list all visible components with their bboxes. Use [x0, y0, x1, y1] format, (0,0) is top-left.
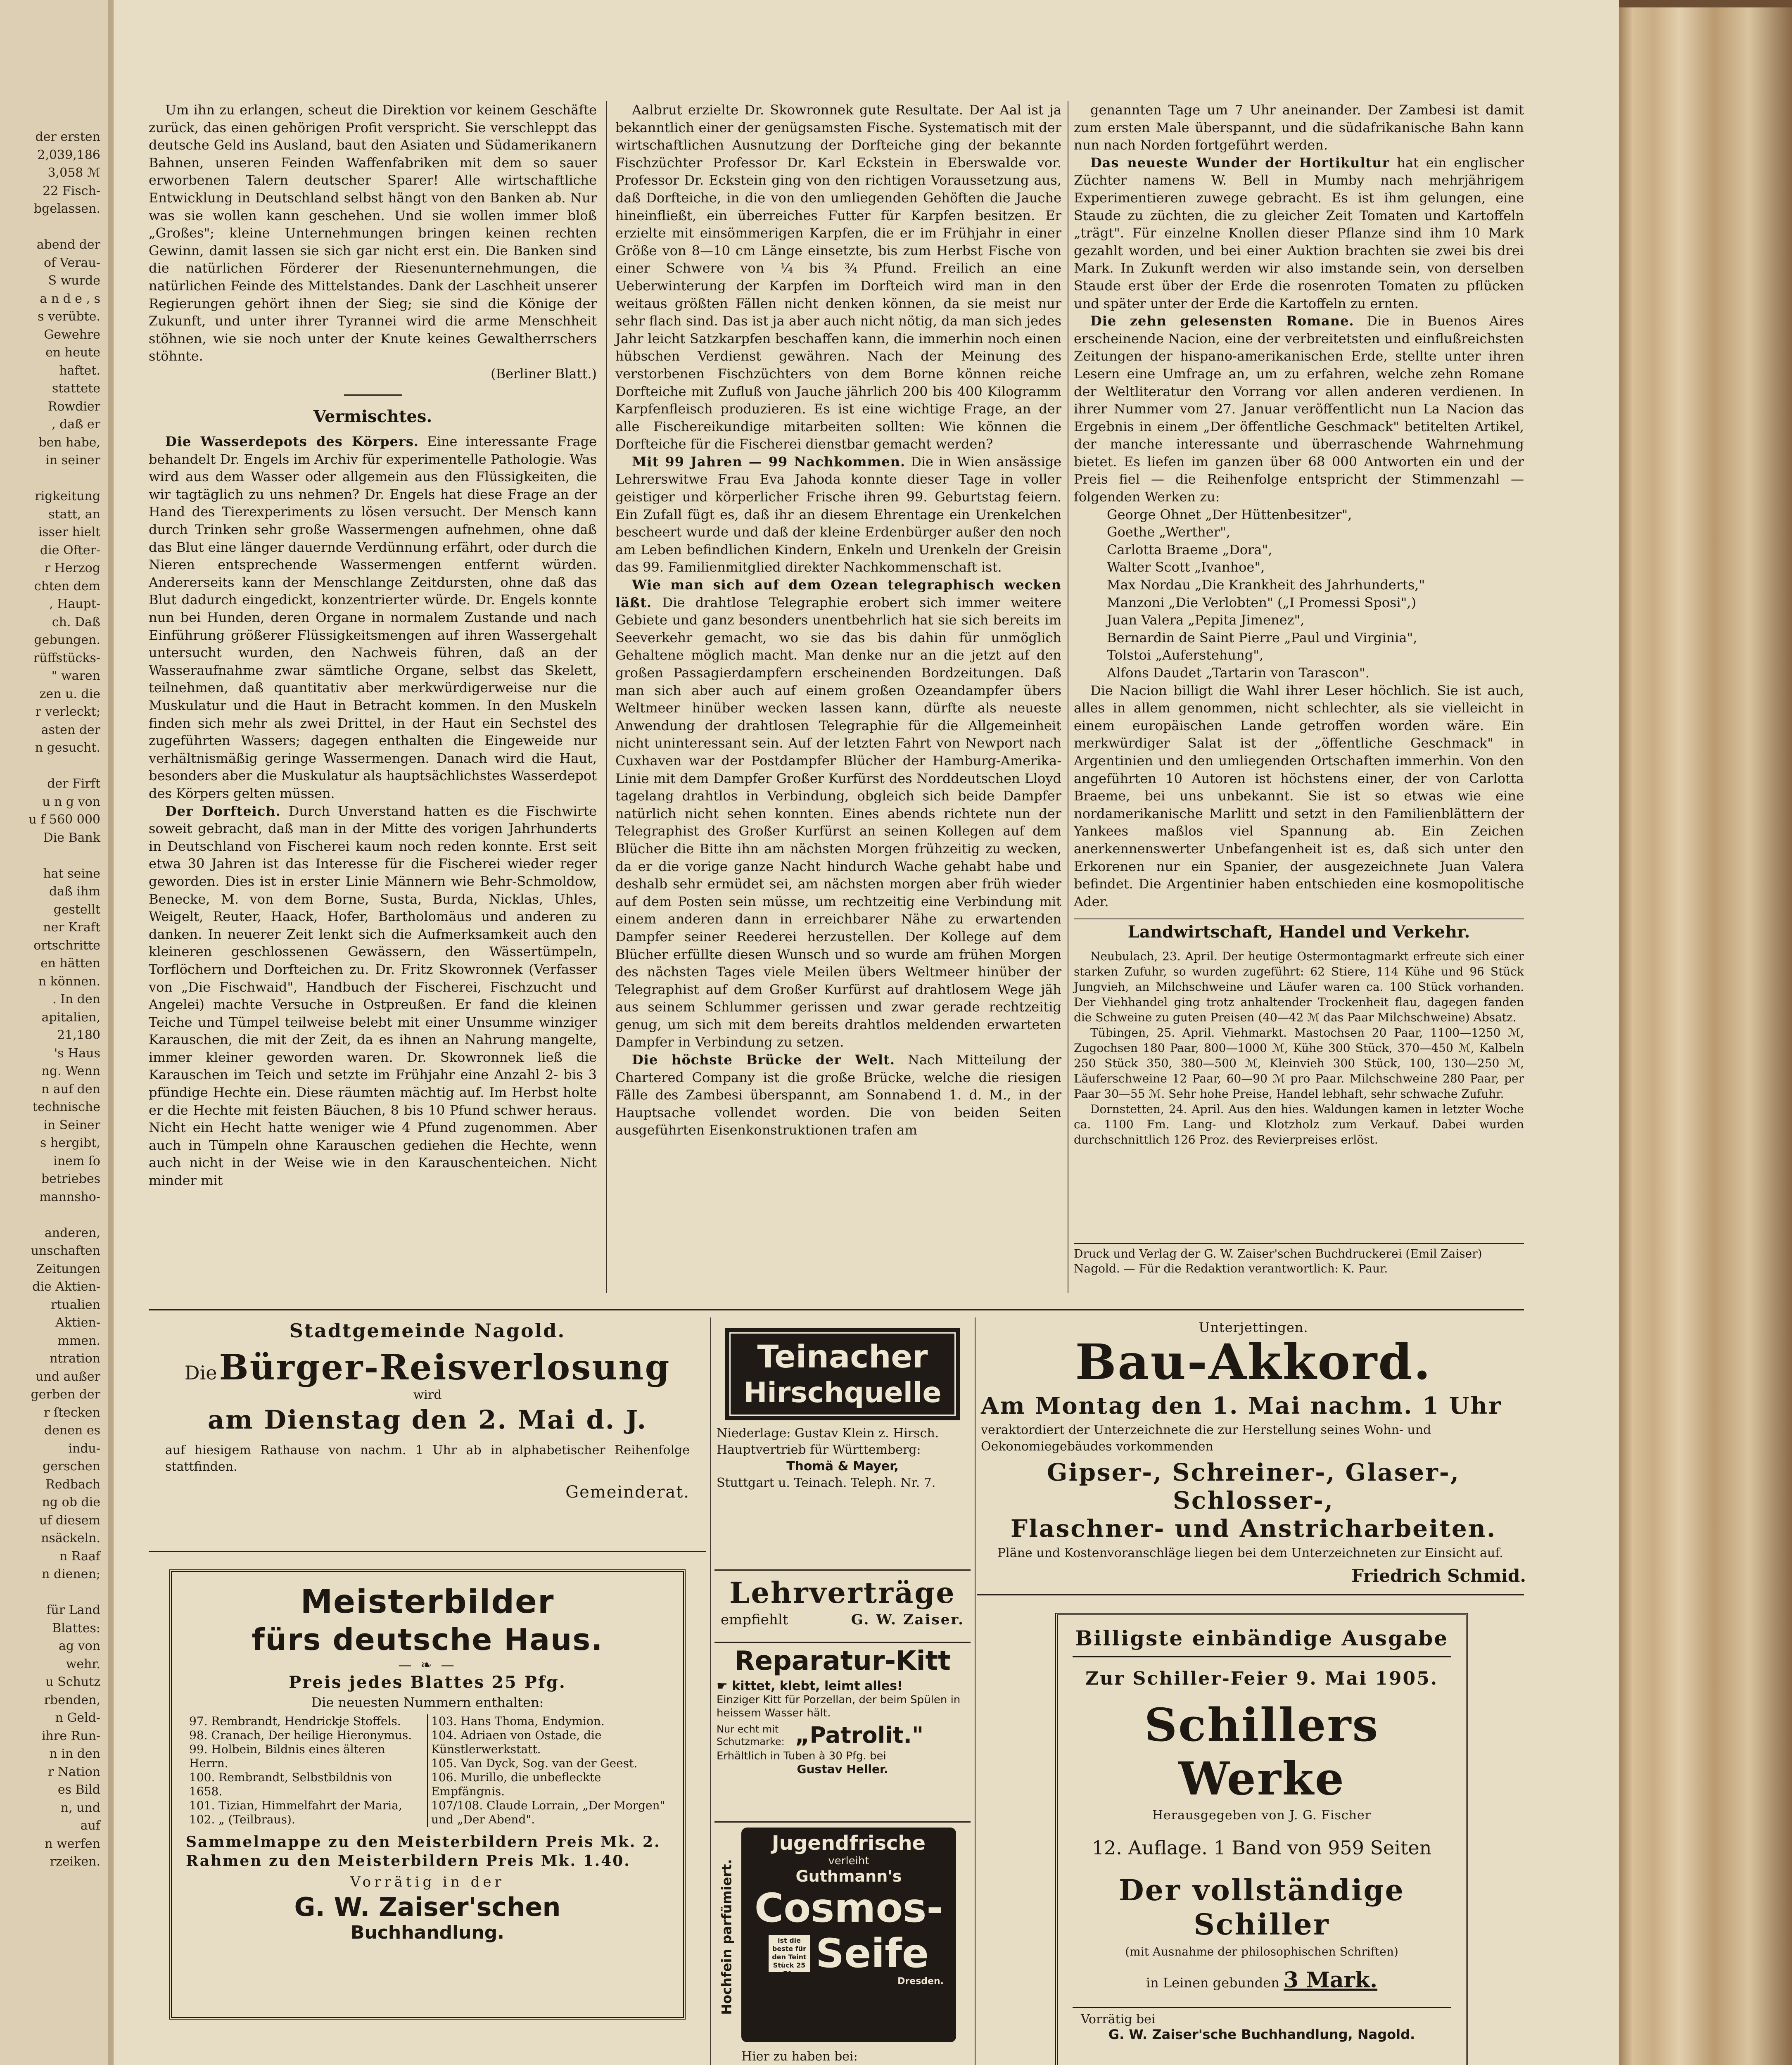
list-item: 98. Cranach, Der heilige Hieronymus.	[189, 1728, 412, 1742]
ad-text: Gipser-, Schreiner-, Glaser-, Schlosser-,	[1047, 1458, 1460, 1514]
market-report: Neubulach, 23. April. Der heutige Ostermontagmarkt erfreute sich einer starken Zufuhr, so wurden zugeführt: 62 Stiere, 114 Kühe und 96 Stück Jungvieh, an Milchschweine und Läufer waren ca. 100 Stück vorhanden. Der Viehhandel ging trotz anhaltender Trockenheit flau, dagegen fanden die Schweine zu guten Preisen (40—42 ℳ das Paar Milchschweine) Absatz.	[1074, 949, 1524, 1024]
article-heading: Die höchste Brücke der Welt.	[632, 1052, 895, 1068]
ad-price: 3 Mark.	[1284, 1968, 1378, 1993]
teinacher-logo	[725, 1328, 960, 1420]
book-page-edges	[1619, 0, 1792, 2065]
ad-signature: Friedrich Schmid.	[1351, 1566, 1526, 1586]
ad-text: Sammelmappe zu den Meisterbildern Preis Mk. 2.	[186, 1833, 661, 1851]
ad-text: Vorrätig in der	[350, 1874, 505, 1890]
ad-text: Einziger Kitt für Porzellan, der beim Spülen in heissem Wasser hält.	[717, 1694, 961, 1719]
article-text: Nach Mitteilung der Chartered Company ist die große Brücke, welche die riesigen Fälle des Zambesi überspannt, am Sonnabend 1. d. M., in der Hauptsache vollendet worden. Die von beiden Seiten ausgeführten Eisenkonstruktionen trafen am	[615, 1052, 1062, 1138]
article-heading: Der Dorfteich.	[165, 803, 281, 819]
ad-schillers-werke	[1055, 1613, 1468, 2065]
ad-firm: G. W. Zaiser.	[851, 1612, 964, 1628]
divider	[344, 394, 402, 396]
ad-text: Niederlage: Gustav Klein z. Hirsch.	[717, 1426, 939, 1441]
column-rule	[710, 1317, 711, 2065]
divider	[714, 1821, 971, 1823]
ad-title: Reparatur-Kitt	[734, 1646, 951, 1676]
list-item: Max Nordau „Die Krankheit des Jahrhunderts,"	[1107, 577, 1425, 593]
article-text: Die in Buenos Aires erscheinende Nacion, eine der verbreitetsten und einflußreichsten Zeitungen der hispano-amerikanischen Erde, stellte unter ihren Lesern eine Umfrage an, um zu erfahren, welche zehn Romane der Weltliteratur den Vorrang vor allen anderen verdienen. In ihrer Nummer vom 27. Januar veröffentlicht nun La Nacion das Ergebnis in einem „Der öffentliche Geschmack" betitelten Artikel, der manche interessante und überraschende Wahrnehmung bietet. Es liefen im ganzen über 68 000 Antworten ein und der Preis fiel — die Reihenfolge entspricht der Stimmenzahl — folgenden Werken zu:	[1074, 313, 1524, 505]
pointing-hand-icon: ☛	[717, 1679, 732, 1693]
ad-text: kittet, klebt, leimt alles!	[732, 1679, 903, 1693]
ad-firm: G. W. Zaiser'schen	[294, 1892, 561, 1922]
article-ozean	[615, 576, 1061, 1051]
article-text: Aalbrut erzielte Dr. Skowronnek gute Resultate. Der Aal ist ja bekanntlich einer der genügsamsten Fische. Systematisch mit der wirtschaftlichen Ausnutzung der Dorfteiche ging der bekannte Fischzüchter Professor Dr. Karl Eckstein in Eberswalde vor. Professor Dr. Eckstein ging von den richtigen Voraussetzung aus, daß Dorfteiche, in die von den umliegenden Gehöften die Jauche hineinfließt, ein überreiches Futter für Karpfen besitzen. Er erzielte mit einsömmerigen Karpfen, die er im Frühjahr in einer Größe von 8—10 cm Länge einsetzte, bis zum Herbst Fische von einer Schwere von ¼ bis ¾ Pfund. Freilich an eine Ueberwinterung der Karpfen im Dorfteich wird man in den weitaus größten Fällen nicht denken können, da sie meist nur sehr flach sind. Das ist ja aber auch nicht nötig, da man sich jedes Jahr leicht Satzkarpfen beschaffen kann, die immerhin noch einen hübschen Verdienst gewähren. Nach der Meinung des verstorbenen Fischzüchters von dem Borne können reiche Dorfteiche mit Zufluß von Jauche jährlich 200 bis 400 Kilogramm Karpfenfleisch produzieren. Es ist eine wichtige Frage, an der alle Fischereikundige mitarbeiten sollten: Wie können die Dorfteiche für die Fischerei dienstbar gemacht werden?	[615, 102, 1061, 452]
ad-text: Thomä & Mayer,	[786, 1459, 899, 1474]
column-3	[1074, 101, 1524, 1147]
market-report: Tübingen, 25. April. Viehmarkt. Mastochsen 20 Paar, 1100—1250 ℳ, Zugochsen 180 Paar, 800—1000 ℳ, Kühe 300 Stück, 370—450 ℳ, Kalbeln 250 Stück 350, 380—500 ℳ, Kleinvieh 300 Stück, 100, 130—250 ℳ, Läuferschweine 12 Paar, 60—90 ℳ pro Paar. Milchschweine 280 Paar, per Paar 30—55 ℳ. Sehr hohe Preise, Handel lebhaft, sehr schwache Zufuhr.	[1074, 1025, 1524, 1101]
column-rule	[606, 101, 607, 1293]
article-source: (Berliner Blatt.)	[491, 366, 597, 382]
article-wasserdepots	[149, 433, 597, 802]
ad-text: Hier zu haben bei:	[741, 2049, 858, 2064]
list-item: Tolstoi „Auferstehung",	[1107, 647, 1264, 663]
article-heading: Mit 99 Jahren — 99 Nachkommen.	[632, 453, 906, 470]
ad-text: Herausgegeben von J. G. Fischer	[1152, 1808, 1372, 1823]
ads-divider	[149, 1309, 1524, 1310]
list-item: Manzoni „Die Verlobten" („I Promessi Sposi",)	[1107, 594, 1417, 610]
article-hortikultur	[1074, 154, 1524, 312]
left-margin-text: der ersten 2,039,186 3,058 ℳ 22 Fisch- bgelassen. abend der of Verau- S wurde a n d e , s s verübte. Gewehre en heute haftet. stattete Rowdier , daß er ben habe, in seiner rigkeitung statt, an isser hielt die Ofter- r Herzog chten dem , Haupt- ch. Daß gebungen. rüffstücks- " waren zen u. die r verleckt; asten der n gesucht. der Firft u n g von u f 560 000 Die Bank hat seine daß ihm gestellt ner Kraft ortschritte en hätten n können. . In den apitalien, 21,180 's Haus ng. Wenn n auf den technische in Seiner s hergibt, inem ſo betriebes mannsho- anderen, unschaften Zeitungen die Aktien- rtualien Aktien- mmen. ntration und außer gerben der r ſtecken denen es indu- gerschen Redbach ng ob die uf diesem nsäckeln. n Raaf n dienen; für Land Blattes: ag von wehr. u Schutz rbenden, n Geld- ihre Run- n in den r Nation es Bild n, und auf n werfen rzeiken.	[28, 130, 100, 1869]
list-item: Walter Scott „Ivanhoe",	[1107, 559, 1265, 575]
ad-text: (mit Ausnahme der philosophischen Schriften)	[1125, 1945, 1398, 1958]
list-item: 107/108. Claude Lorrain, „Der Morgen" und „Der Abend".	[431, 1799, 665, 1826]
column-1	[149, 101, 597, 1189]
article-text: Eine interessante Frage behandelt Dr. Engels im Archiv für experimentelle Pathologie. Was wird aus dem Wasser oder allgemein aus den Flüssigkeiten, die wir tagtäglich zu uns nehmen? Dr. Engels hat diese Frage an der Hand des Tierexperiments zu lösen versucht. Der Mensch kann durch Trinken sehr große Wassermengen aufnehmen, ohne daß das Blut eine länger dauernde Verdünnung erfährt, oder durch die Nieren entsprechende Wassermengen entfernt würden. Andererseits kann der Menschlange Zeitdursten, ohne daß das Blut dadurch eingedickt, konzentrierter würde. Dr. Engels konnte nun bei Hunden, deren Organe in normalem Zustande und nach Einführung größerer Flüssigkeitsmengen auf ihren Wassergehalt untersucht wurden, den Nachweis führen, daß an der Wasseraufnahme zwar sämtliche Organe, selbst das Skelett, teilnehmen, daß quantitativ aber merkwürdigerweise nur die Muskulatur und die Haut in Betracht kommen. In den Muskeln finden sich mehr als zwei Drittel, in der Haut ein Sechstel des zugeführten Wassers; dagegen enthalten die Eingeweide nur verhältnismäßig geringe Wassermengen. Danach wird die Haut, besonders aber die Muskulatur als hauptsächlichstes Wasserdepot des Körpers gelten müssen.	[149, 434, 597, 801]
divider	[149, 1551, 706, 1552]
picture-list	[186, 1714, 669, 1827]
ad-title: Lehrverträge	[729, 1576, 956, 1610]
article-romane	[1074, 312, 1524, 506]
ad-text: in Leinen gebunden	[1146, 1975, 1279, 1991]
list-item: 99. Holbein, Bildnis eines älteren Herrn.	[189, 1742, 385, 1770]
ad-text: Vorrätig bei	[1081, 2012, 1156, 2027]
article-text: hat ein englischer Züchter namens W. Bell in Mumby nach mehrjährigem Experimentieren zuwege gebracht. Es ist ihm gelungen, eine Staude zu züchten, die zu gleicher Zeit Tomaten und Kartoffeln „trägt". Für einzelne Knollen dieser Pflanze sind ihm 10 Mark gezahlt worden, und bei einer Auktion brachten sie zwei bis drei Mark. In Zukunft werden wir also imstande sein, von derselben Staude erst über der Erde die rosenroten Tomaten zu pflücken und später unter der Erde die Kartoffeln zu ernten.	[1074, 154, 1524, 311]
ad-date: Am Montag den 1. Mai nachm. 1 Uhr	[981, 1392, 1502, 1419]
article-99-jahre	[615, 453, 1061, 576]
logo-text: Seife	[815, 1930, 929, 1977]
section-title: Vermischtes.	[313, 406, 432, 426]
divider	[714, 1569, 971, 1571]
logo-text: verleiht	[828, 1855, 869, 1867]
article-heading: Die Wasserdepots des Körpers.	[165, 434, 419, 450]
ad-text: wird	[413, 1388, 442, 1402]
article-text: Um ihn zu erlangen, scheut die Direktion vor keinem Geschäfte zurück, das einen gehörigen Profit verspricht. Sie verschleppt das deutsche Geld ins Ausland, baut den Asiaten und Südamerikanern Bahnen, unseren Feinden Waffenfabriken mit dem so sauer erworbenen Talern deutscher Sparer! Alle wirtschaftliche Entwicklung in Deutschland selbst hängt von den Banken ab. Nur was sie wollen kann geschehen. Und sie wollen immer bloß „Großes"; kleine Unternehmungen bringen keinen rechten Gewinn, damit lassen sie sich gar nicht erst ein. Die Banken sind die natürlichen Förderer der Riesenunternehmungen, die natürlichen Feinde des Mittelstandes. Dank der Laschheit unserer Regierungen gehört ihnen der Sieg; sie sind die Könige der Zukunft, und unter ihrer Tyrannei wird die arme Menschheit stöhnen, wie sie noch unter der Knute keines Gewaltherrschers stöhnte.	[149, 102, 597, 364]
ad-meisterbilder	[169, 1569, 686, 2020]
logo-text: Teinacher	[757, 1338, 928, 1375]
ad-text: Nur echt mit Schutzmarke:	[717, 1723, 785, 1747]
market-report: Dornstetten, 24. April. Aus den hies. Waldungen kamen in letzter Woche ca. 1100 Fm. Lang- und Klotzholz zum Verkauf. Dabei wurden durchschnittlich 126 Proz. des Revierpreises erlöst.	[1074, 1102, 1524, 1146]
logo-text: Jugendfrische	[771, 1832, 926, 1855]
list-item: Goethe „Werther",	[1107, 524, 1230, 540]
ad-heading: Stadtgemeinde Nagold.	[289, 1320, 566, 1342]
ad-text: Hauptvertrieb für Württemberg:	[717, 1443, 921, 1457]
list-item: Carlotta Braeme „Dora",	[1107, 541, 1272, 558]
ad-reparatur-kitt	[717, 1646, 968, 1819]
ad-heading: Billigste einbändige Ausgabe	[1073, 1626, 1451, 1657]
list-item: 102. „ (Teilbraus).	[189, 1813, 295, 1826]
article-heading: Wie man sich auf dem Ozean telegraphisch wecken läßt.	[615, 577, 1061, 610]
ad-firm: G. W. Zaiser'sche Buchhandlung, Nagold.	[1108, 2027, 1415, 2042]
article-text: Durch Unverstand hatten es die Fischwirte soweit gebracht, daß man in der Mitte des vorigen Jahrhunderts in Deutschland von Fischerei kaum noch reden konnte. Erst seit etwa 30 Jahren ist das Interesse für die Fischerei wieder reger geworden. Dies ist in erster Linie Männern wie Behr-Schmoldow, Benecke, M. von dem Borne, Susta, Burda, Nicklas, Uhles, Weigelt, Reuter, Haack, Hofer, Bartholomäus und anderen zu danken. In neuerer Zeit lenkt sich die Aufmerksamkeit auch den kleineren geschlossenen Gewässern, den Wässertümpeln, Torflöchern und Dorfteichen zu. Dr. Fritz Skowronnek (Verfasser von „Die Fischwaid", Handbuch der Fischerei, Fischzucht und Angelei) machte Versuche in Ostpreußen. Er fand die kleinen Teiche und Tümpel teilweise belebt mit einer Unsumme winziger Karauschen, die mit der Zeit, da es ihnen an Nahrung mangelte, immer kleiner geworden waren. Dr. Skowronnek ließ die Karauschen im Teich und setzte im Frühjahr eine Anzahl 2- bis 3 pfündige Hechte ein. Diese räumten mächtig auf. Im Herbst holte er die Hechte mit feisten Bäuchen, 8 bis 10 Pfund schwer heraus. Nicht ein Hecht hatte weniger wie 4 Pfund zugenommen. Aber auch in Tümpeln ohne Karauschen gediehen die Hechte, wenn auch nicht in der Weise wie in den Karauschenteichen. Nicht minder mit	[149, 803, 597, 1189]
soap-package-icon: ist die beste für den Teint Stück 25 Pfg	[769, 1935, 810, 1972]
ad-text: veraktordiert der Unterzeichnete die zur Herstellung seines Wohn- und Oekonomiegebäudes vorkommenden	[981, 1423, 1431, 1454]
ad-teinacher	[717, 1328, 968, 1567]
ad-text: Flaschner- und Anstricharbeiten.	[1010, 1514, 1497, 1543]
divider	[714, 1642, 971, 1643]
ad-firm: Gustav Heller.	[797, 1762, 888, 1776]
list-item: 101. Tizian, Himmelfahrt der Maria,	[189, 1799, 402, 1812]
article-text: genannten Tage um 7 Uhr aneinander. Der Zambesi ist damit zum ersten Male überspannt, und die südafrikanische Bahn kann nun nach Norden fortgeführt werden.	[1074, 102, 1524, 153]
ad-text: Unterjettingen.	[1199, 1320, 1308, 1335]
ornament: — ❧ —	[398, 1657, 457, 1673]
article-text: Die in Wien ansässige Lehrerswitwe Frau Eva Jahoda konnte dieser Tage in voller geistiger und körperlicher Frische ihren 99. Geburtstag feiern. Ein Zufall fügt es, daß ihr an diesem Ehrentage ein Urenkelchen bescheert wurde und daß der kleine Erdenbürger außer den noch am Leben befindlichen Kindern, Enkeln und Urenkeln der Greisin das 99. Familienmitglied direkter Nachkommenschaft ist.	[615, 453, 1062, 575]
cosmos-logo	[741, 1828, 956, 2042]
list-item: 105. Van Dyck, Sog. van der Geest.	[431, 1756, 638, 1770]
trademark: „Patrolit."	[795, 1722, 924, 1748]
article-bruecke	[615, 1051, 1061, 1139]
ad-text: Erhältlich in Tuben à 30 Pfg. bei	[717, 1750, 886, 1762]
list-item: Juan Valera „Pepita Jimenez",	[1107, 612, 1305, 628]
ad-title: fürs deutsche Haus.	[252, 1622, 603, 1657]
list-item: Alfons Daudet „Tartarin von Tarascon".	[1107, 665, 1370, 681]
ad-text: auf hiesigem Rathause von nachm. 1 Uhr ab in alphabetischer Reihenfolge stattfinden.	[165, 1443, 690, 1474]
column-2	[615, 101, 1061, 1139]
novel-list	[1074, 506, 1524, 682]
ad-text: empfiehlt	[721, 1612, 788, 1628]
ad-buerger-reisverlosung	[149, 1320, 706, 1551]
logo-text: Guthmann's	[795, 1867, 902, 1885]
ad-text: Zur Schiller-Feier 9. Mai 1905.	[1085, 1668, 1438, 1689]
logo-text: Cosmos-	[754, 1885, 943, 1931]
list-item: 106. Murillo, die unbefleckte Empfängnis.	[431, 1771, 601, 1798]
ad-text: Buchhandlung.	[350, 1922, 505, 1943]
imprint: Druck und Verlag der G. W. Zaiser'schen Buchdruckerei (Emil Zaiser) Nagold. — Für die Redaktion verantwortlich: K. Paur.	[1074, 1243, 1524, 1276]
ad-text: Die neuesten Nummern enthalten:	[311, 1695, 544, 1710]
article-heading: Die zehn gelesensten Romane.	[1090, 313, 1354, 329]
ad-signature: Gemeinderat.	[565, 1483, 690, 1502]
ad-cosmos-seife	[717, 1828, 968, 2065]
list-item: 100. Rembrandt, Selbstbildnis von 1658.	[189, 1771, 392, 1798]
ad-text: 12. Auflage. 1 Band von 959 Seiten	[1092, 1837, 1432, 1859]
logo-text: Dresden.	[897, 1976, 944, 1987]
article-text: Die Nacion billigt die Wahl ihrer Leser höchlich. Sie ist auch, alles in allem genommen, nicht schlechter, als sie vielleicht in einem europäischen Lande getroffen worden wäre. Ein merkwürdiger Salat ist der „öffentliche Geschmack" in Argentinien und den umliegenden Ortschaften immerhin. Von den angeführten 10 Autoren ist höchstens einer, der von Carlotta Braeme, bei uns unbekannt. Sie ist so etwas wie eine nordamerikanische Marlitt und setzt in den Familienblättern der Yankees maßlos viel Spannung ab. Ein Zeichen anerkennenswerter Unbefangenheit ist es, daß sich unter den Erkorenen nur ein Spanier, der ausgezeichnete Juan Valera befindet. Die Argentinier haben entschieden eine kosmopolitische Ader.	[1074, 682, 1524, 909]
column-rule	[975, 1317, 976, 2065]
ad-side-text: Hochfein parfümiert.	[719, 1859, 735, 2015]
section-title: Landwirtschaft, Handel und Verkehr.	[1074, 919, 1524, 941]
article-heading: Das neueste Wunder der Hortikultur	[1090, 154, 1390, 171]
list-item: 97. Rembrandt, Hendrickje Stoffels.	[189, 1714, 401, 1728]
ad-title: Bau-Akkord.	[1075, 1333, 1432, 1391]
ad-price: Preis jedes Blattes 25 Pfg.	[289, 1673, 566, 1692]
ad-text: Die	[184, 1362, 217, 1384]
list-item: 104. Adriaen von Ostade, die Künstlerwerkstatt.	[431, 1728, 602, 1756]
ad-title: Bürger-Reisverlosung	[219, 1347, 671, 1388]
logo-text: Hirschquelle	[743, 1377, 942, 1409]
ad-date: am Dienstag den 2. Mai d. J.	[207, 1405, 648, 1435]
ad-title: Schillers Werke	[1144, 1698, 1379, 1805]
ad-text: Stuttgart u. Teinach. Teleph. Nr. 7.	[717, 1476, 936, 1490]
list-item: 103. Hans Thoma, Endymion.	[431, 1714, 605, 1728]
ad-text: Pläne und Kostenvoranschläge liegen bei dem Unterzeichneten zur Einsicht auf.	[997, 1546, 1503, 1560]
left-page-fragment	[0, 0, 114, 2065]
list-item: Bernardin de Saint Pierre „Paul und Virginia",	[1107, 629, 1417, 646]
ad-lehrvertraege	[717, 1576, 968, 1642]
divider	[977, 1594, 1524, 1595]
ad-bau-akkord	[981, 1320, 1526, 1584]
ad-text: Rahmen zu den Meisterbildern Preis Mk. 1.40.	[186, 1852, 631, 1870]
ad-text: Der vollständige Schiller	[1118, 1873, 1405, 1942]
article-text: Die drahtlose Telegraphie erobert sich immer weitere Gebiete und ganz besonders unentbehrlich hat sie sich bereits im Seeverkehr gemacht, wo sie das bis dahin für unmöglich Gehaltene möglich macht. Man denke nur an die jetzt auf den großen Passagierdampfern erscheinenden Bordzeitungen. Daß man sich aber auch auf einem großen Ozeandampfer übers Weltmeer hinüber wecken lassen kann, dürfte als neueste Anwendung der drahtlosen Telegraphie für die Allgemeinheit nicht uninteressant sein. Auf der letzten Fahrt von Newport nach Cuxhaven war der Postdampfer Blücher der Hamburg-Amerika-Linie mit dem Dampfer Großer Kurfürst des Norddeutschen Lloyd tagelang drahtlos in Verbindung, obgleich sich beide Dampfer natürlich nicht sehen konnten. Eines abends richtete nun der Telegraphist des Großer Kurfürst an seinen Kollegen auf dem Blücher die Bitte ihn am nächsten Morgen frühzeitig zu wecken, da er die vorige ganze Nacht hindurch Wache gehabt habe und deshalb sehr ermüdet sei, am nächsten morgen aber früh wieder auf dem Posten sein müsse, um rechtzeitig eine Verbindung mit einem anderen dann in erreichbarer Nähe zu erwartenden Dampfer seiner Reederei herzustellen. Der Kollege auf dem Blücher erfüllte diesen Wunsch und so wurde am frühen Morgen des nächsten Tages viele Meilen übers Weltmeer hinüber der Telegraphist auf dem Großer Kurfürst auf drahtlosem Wege jäh aus seinem Schlummer gerissen und zwar gerade rechtzeitig genug, um sich mit dem bereits drahtlos meldenden erwarteten Dampfer in Verbindung zu setzen.	[615, 594, 1062, 1050]
ad-title: Meisterbilder	[300, 1583, 555, 1621]
list-item: George Ohnet „Der Hüttenbesitzer",	[1107, 506, 1352, 522]
article-dorfteich	[149, 802, 597, 1189]
